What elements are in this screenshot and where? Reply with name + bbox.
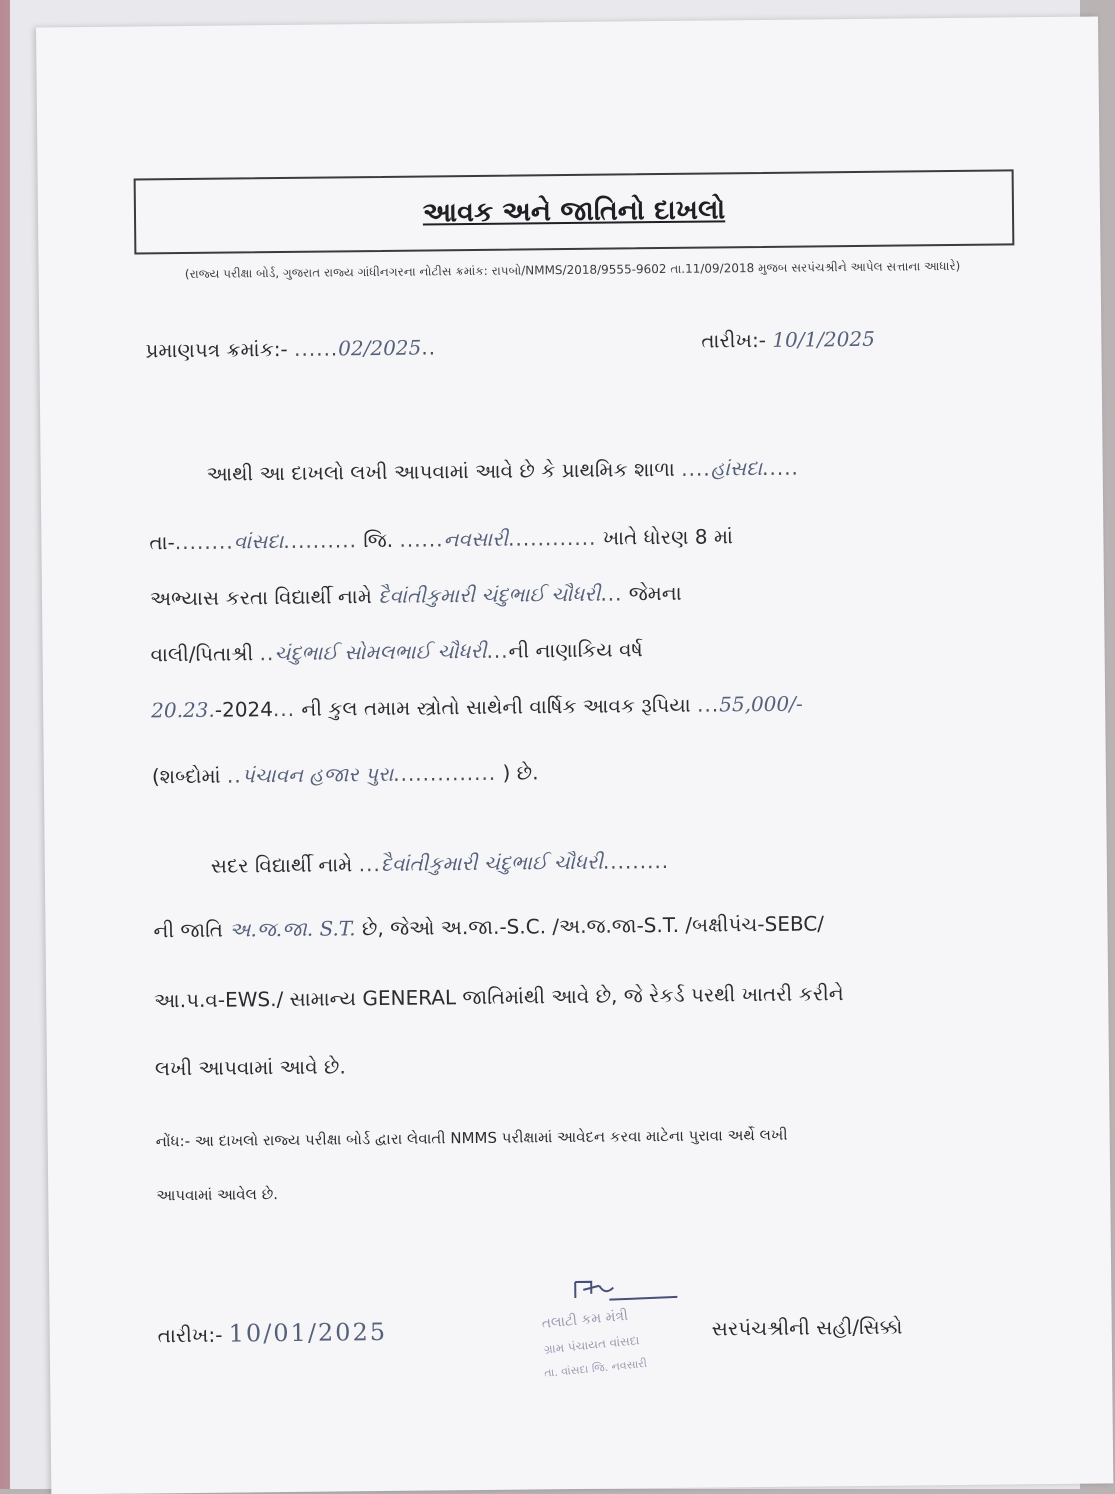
para1-line1: આથી આ દાખલો લખી આપવામાં આવે છે કે પ્રાથમિક શાળા ....હાંસદા..... <box>206 455 799 486</box>
caste-options: છે, જેઓ અ.જા.-S.C. /અ.જ.જા-S.T. /બક્ષીપંચ-SEBC/ <box>361 911 825 941</box>
stamp-line1: તલાટી કમ મંત્રી <box>541 1307 629 1333</box>
year-from: 20.23. <box>151 697 215 723</box>
income-value: 55,000/- <box>719 691 803 717</box>
signature-label: સરપંચશ્રીની સહી/સિક્કો <box>711 1314 903 1341</box>
certificate-number-label: પ્રમાણપત્ર ક્રમાંક:- <box>145 336 288 363</box>
title-box <box>134 169 1015 254</box>
certificate-number-row: પ્રમાણપત્ર ક્રમાંક:- ......02/2025.. <box>145 335 437 363</box>
footer-date-label: તારીખ:- <box>157 1322 223 1348</box>
student-name: દૈવાંતીકુમારી ચંદુભાઈ ચૌધરી <box>378 581 601 609</box>
student-name-2: દૈવાંતીકુમારી ચંદુભાઈ ચૌધરી <box>380 849 603 876</box>
taluka-label: તા- <box>149 530 175 555</box>
caste-prefix: ની જાતિ <box>153 917 224 943</box>
notice-reference: (રાજ્ય પરીક્ષા બોર્ડ, ગુજરાત રાજ્ય ગાંધીનગરના નોટીસ ક્રમાંક: રાપબો/NMMS/2018/9555-9602 તા.11/09/2018 મુજબ સરપંચશ્રીને આપેલ સત્તાના આધારે) <box>184 258 961 282</box>
stamp-line3: તા. વાંસદા જિ. નવસારી <box>543 1356 648 1380</box>
para2-line3: આ.પ.વ-EWS./ સામાન્ય GENERAL જાતિમાંથી આવે છે, જે રેકર્ડ પરથી ખાતરી કરીને <box>154 981 844 1013</box>
document-title: આવક અને જાતિનો દાખલો <box>422 194 726 229</box>
signature-scribble <box>569 1273 689 1314</box>
district-label: જિ. <box>363 527 394 553</box>
district-value: નવસારી <box>443 526 509 552</box>
para1-line5: 20.23.-2024... ની કુલ તમામ સ્ત્રોતો સાથેની વાર્ષિક આવક રૂપિયા ...55,000/- <box>151 691 803 723</box>
year-to: -2024 <box>214 697 274 722</box>
para2-intro: સદર વિદ્યાર્થી નામે <box>210 852 353 878</box>
footer-date-value: 10/01/2025 <box>228 1317 388 1348</box>
studying-text: અભ્યાસ કરતા વિદ્યાર્થી નામે <box>149 584 373 611</box>
income-text: ની કુલ તમામ સ્ત્રોતો સાથેની વાર્ષિક આવક રૂપિયા <box>301 692 691 721</box>
certificate-number-value: 02/2025 <box>338 335 422 361</box>
words-label: (શબ્દોમાં <box>151 763 221 789</box>
para1-intro: આથી આ દાખલો લખી આપવામાં આવે છે કે પ્રાથમિક શાળા <box>206 456 675 486</box>
note-line2: આપવામાં આવેલ છે. <box>156 1185 279 1205</box>
para2-line1: સદર વિદ્યાર્થી નામે ...દૈવાંતીકુમારી ચંદુભાઈ ચૌધરી......... <box>210 848 670 878</box>
para1-line3: અભ્યાસ કરતા વિદ્યાર્થી નામે દૈવાંતીકુમારી ચંદુભાઈ ચૌધરી... જેમના <box>149 580 682 611</box>
date-label: તારીખ:- <box>701 327 767 353</box>
certificate-paper <box>36 16 1113 1494</box>
whose-text: જેમના <box>628 580 682 606</box>
para1-line2: તા-........વાંસદા.......... જિ. ......નવસારી............ ખાતે ધોરણ 8 માં <box>149 524 734 555</box>
school-name: હાંસદા <box>710 455 763 481</box>
words-end: ) છે. <box>502 760 539 785</box>
date-row <box>701 327 875 353</box>
date-value: 10/1/2025 <box>772 326 876 352</box>
closing-line: લખી આપવામાં આવે છે. <box>154 1054 346 1081</box>
para1-line4: વાલી/પિતાશ્રી ..ચંદુભાઈ સોમલભાઈ ચૌધરી...ની નાણાકિય વર્ષ <box>150 637 643 667</box>
footer-date-row <box>158 1318 388 1348</box>
standard-text: ખાતે ધોરણ 8 માં <box>602 524 734 550</box>
financial-year-text: ની નાણાકિય વર્ષ <box>508 637 643 663</box>
income-words: પંચાવન હજાર પુરા <box>241 761 394 788</box>
note-line1: નોંધ:- આ દાખલો રાજ્ય પરીક્ષા બોર્ડ દ્વારા લેવાતી NMMS પરીક્ષામાં આવેદન કરવા માટેના પુરાવા અર્થે લખી <box>155 1125 788 1151</box>
para1-line6: (શબ્દોમાં ..પંચાવન હજાર પુરા.............. ) છે. <box>151 760 539 789</box>
para2-line2 <box>153 911 824 942</box>
caste-value: અ.જ.જા. S.T. <box>229 916 356 942</box>
guardian-label: વાલી/પિતાશ્રી <box>150 641 254 667</box>
stamp-line2: ગ્રામ પંચાયત વાંસદા <box>543 1333 640 1357</box>
guardian-name: ચંદુભાઈ સોમલભાઈ ચૌધરી <box>274 638 487 666</box>
taluka-value: વાંસદા <box>233 528 284 554</box>
